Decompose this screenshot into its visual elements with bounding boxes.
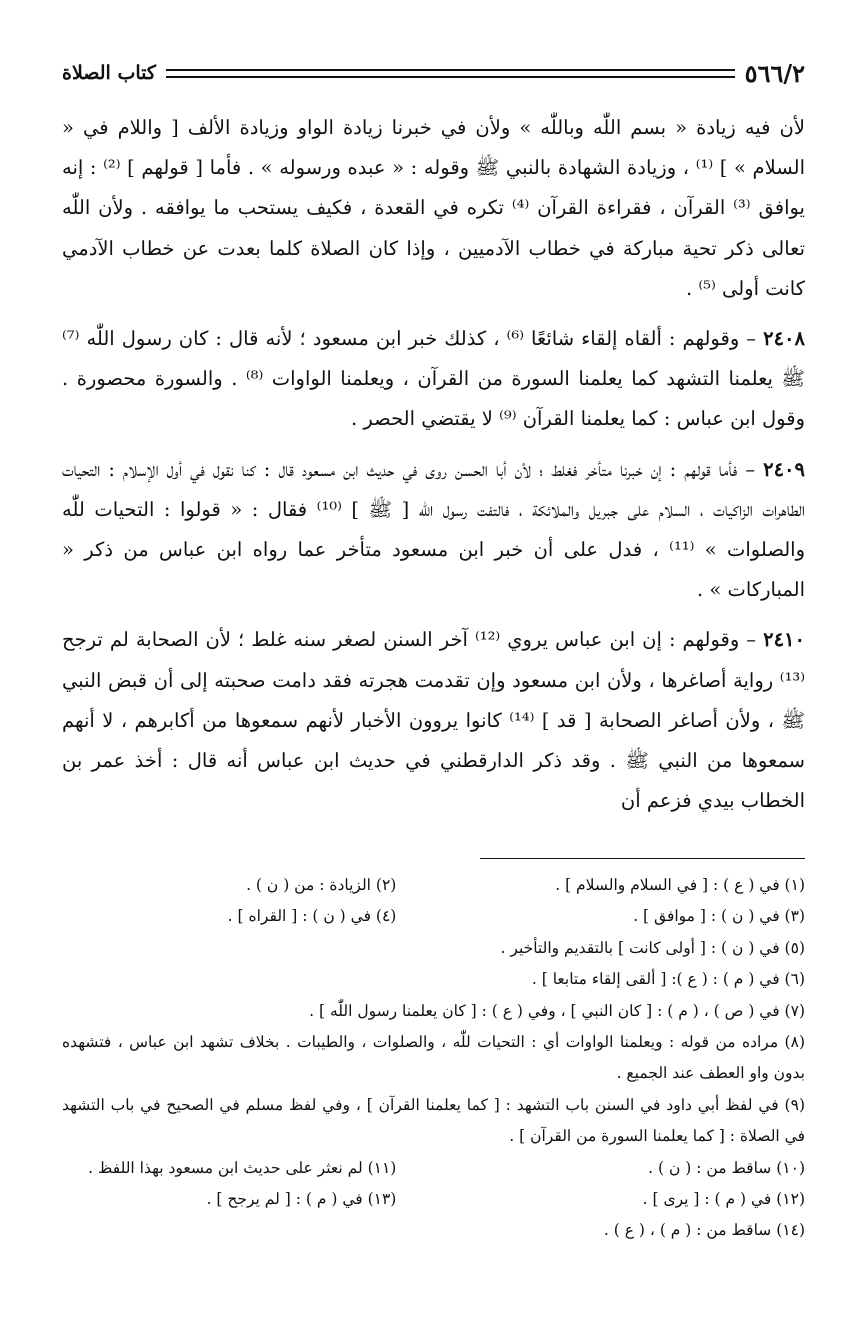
footnote: (١٢) في ( م ) : [ يرى ] . xyxy=(642,1190,805,1209)
paragraph-number: ٢٤١٠ xyxy=(763,628,805,652)
paragraph-2410 xyxy=(62,620,805,821)
page-number: ٥٦٦/٢ xyxy=(744,58,805,88)
footnotes xyxy=(62,870,805,1247)
paragraph-2409 xyxy=(62,450,805,611)
footnote: (١١) لم نعثر على حديث ابن مسعود بهذا اللفظ . xyxy=(88,1158,397,1177)
footnote: (٤) في ( ن ) : [ القراه ] . xyxy=(227,907,397,926)
paragraph: لأن فيه زيادة « بسم اللّٰه وباللّٰه » ولأن في خبرنا زيادة الواو وزيادة الألف [ واللام في « السلام » ] ⁽¹⁾ ، وزيادة الشهادة بالنبي ﷺ وقوله : « عبده ورسوله » . فأما [ قولهم ] ⁽²⁾ : إنه يوافق ⁽³⁾ القرآن ، فقراءة القرآن ⁽⁴⁾ تكره في القعدة ، فكيف يستحب ما يوافقه . ولأن اللّٰه تعالى ذكر تحية مباركة في خطاب الآدميين ، وإذا كان الصلاة كلما بعدت عن خطاب الآدمي كانت أولى ⁽⁵⁾ . xyxy=(62,116,805,300)
paragraph-number: ٢٤٠٨ xyxy=(763,327,805,351)
footnote: (٩) في لفظ أبي داود في السنن باب التشهد : [ كما يعلمنا القرآن ] ، وفي لفظ مسلم في الصحيح في باب التشهد في الصلاة : [ كما يعلمنا السورة من القرآن ] . xyxy=(62,1095,805,1146)
paragraph-text: – فأما قولهم : إن خبرنا متأخر فغلط ؛ لأن أبا الحسن روى في حديث ابن مسعود قال : كنا نقول في أول الإسلام : التحيات الطاهرات الزاكيات ، السلام على جبريل والملائكة ، فالتفت رسول اللّٰه [ ﷺ ] ⁽¹⁰⁾ فقال : « قولوا : التحيات للّٰه والصلوات » ⁽¹¹⁾ ، فدل على أن خبر ابن مسعود متأخر عما رواه ابن عباس من ذكر « المباركات » . xyxy=(62,457,806,602)
footnote: (٥) في ( ن ) : [ أولى كانت ] بالتقديم والتأخير . xyxy=(500,938,805,957)
footnote: (٧) في ( ص ) ، ( م ) : [ كان النبي ] ، وفي ( ع ) : [ كان يعلمنا رسول اللّٰه ] . xyxy=(309,1001,805,1020)
footnote: (٨) مراده من قوله : ويعلمنا الواوات أي : التحيات للّٰه ، والصلوات ، والطيبات . بخلاف تشهد ابن عباس ، فتشهده بدون واو العطف عند الجميع . xyxy=(62,1033,805,1083)
footnote: (١٤) ساقط من : ( م ) ، ( ع ) . xyxy=(603,1221,805,1240)
footnote: (٢) الزيادة : من ( ن ) . xyxy=(246,876,397,894)
footnote-row xyxy=(62,870,805,901)
footnote-row xyxy=(62,1153,805,1184)
footnote-row xyxy=(62,901,805,932)
page-header xyxy=(62,56,805,90)
footnote: (٣) في ( ن ) : [ موافق ] . xyxy=(633,907,805,926)
footnote: (١٠) ساقط من : ( ن ) . xyxy=(648,1158,805,1177)
footnote-separator xyxy=(480,858,805,859)
footnote: (١) في ( ع ) : [ في السلام والسلام ] . xyxy=(555,876,805,894)
footnote: (٦) في ( م ) : ( ع ): [ ألقى إلقاء متابعا ] . xyxy=(531,970,805,989)
paragraph-2408 xyxy=(62,319,805,440)
paragraph-number: ٢٤٠٩ xyxy=(763,457,805,481)
main-text xyxy=(62,108,805,831)
footnote-row xyxy=(62,1184,805,1215)
header-rule xyxy=(166,69,735,78)
book-title: كتاب الصلاة xyxy=(62,62,156,84)
paragraph-text: – وقولهم : إن ابن عباس يروي ⁽¹²⁾ آخر السنن لصغر سنه غلط ؛ لأن الصحابة لم ترجح ⁽¹³⁾ رواية أصاغرها ، ولأن ابن مسعود وإن تقدمت هجرته فقد دامت صحبته إلى أن قبض النبي ﷺ ، ولأن أصاغر الصحابة [ قد ] ⁽¹⁴⁾ كانوا يروون الأخبار لأنهم سمعوها من أكابرهم ، لا أنهم سمعوها من النبي ﷺ . وقد ذكر الدارقطني في حديث ابن عباس أنه قال : أخذ عمر بن الخطاب بيدي فزعم أن xyxy=(62,628,805,813)
footnote: (١٣) في ( م ) : [ لم يرجح ] . xyxy=(206,1190,397,1209)
paragraph-text: – وقولهم : ألقاه إلقاء شائعًا ⁽⁶⁾ ، كذلك خبر ابن مسعود ؛ لأنه قال : كان رسول اللّٰه ⁽⁷⁾ ﷺ يعلمنا التشهد كما يعلمنا السورة من القرآن ، ويعلمنا الواوات ⁽⁸⁾ . والسورة محصورة . وقول ابن عباس : كما يعلمنا القرآن ⁽⁹⁾ لا يقتضي الحصر . xyxy=(62,327,805,431)
